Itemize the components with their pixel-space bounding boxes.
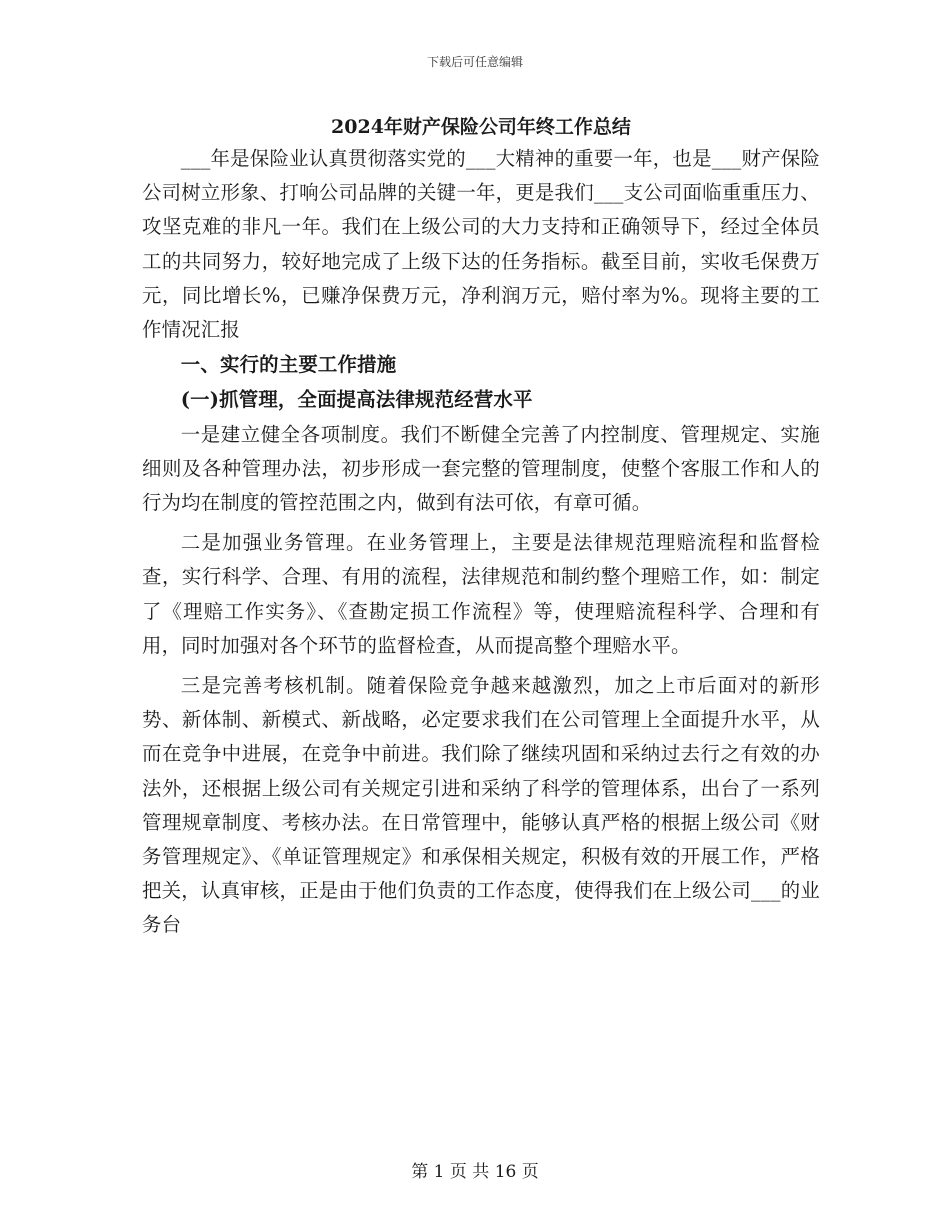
subsection-heading: (一)抓管理，全面提高法律规范经营水平 — [180, 388, 533, 412]
body-paragraph-1: 一是建立健全各项制度。我们不断健全完善了内控制度、管理规定、实施细则及各种管理办法，初步形成一套完整的管理制度，使整个客服工作和人的行为均在制度的管控范围之内，做到有法可依，有章可循。 — [142, 422, 820, 515]
body-paragraph-3: 三是完善考核机制。随着保险竞争越来越激烈，加之上市后面对的新形势、新体制、新模式、新战略，必定要求我们在公司管理上全面提升水平，从而在竞争中进展，在竞争中前进。我们除了继续巩固和采纳过去行之有效的办法外，还根据上级公司有关规定引进和采纳了科学的管理体系，出台了一系列管理规章制度、考核办法。在日常管理中，能够认真严格的根据上级公司《财务管理规定》、《单证管理规定》和承保相关规定，积极有效的开展工作，严格把关，认真审核，正是由于他们负责的工作态度，使得我们在上级公司___的业务台 — [142, 674, 820, 937]
section-heading: 一、实行的主要工作措施 — [180, 353, 397, 377]
document-body — [142, 112, 820, 943]
header-note: 下载后可任意编辑 — [426, 55, 523, 69]
intro-paragraph: ___年是保险业认真贯彻落实党的___大精神的重要一年，也是___财产保险公司树立形象、打响公司品牌的关键一年，更是我们___支公司面临重重压力、攻坚克难的非凡一年。我们在上级公司的大力支持和正确领导下，经过全体员工的共同努力，较好地完成了上级下达的任务指标。截至目前，实收毛保费万元，同比增长%，已赚净保费万元，净利润万元，赔付率为%。现将主要的工作情况汇报 — [142, 147, 820, 342]
body-paragraph-2: 二是加强业务管理。在业务管理上，主要是法律规范理赔流程和监督检查，实行科学、合理、有用的流程，法律规范和制约整个理赔工作，如：制定了《理赔工作实务》、《查勘定损工作流程》等，使理赔流程科学、合理和有用，同时加强对各个环节的监督检查，从而提高整个理赔水平。 — [142, 531, 820, 657]
document-title: 2024年财产保险公司年终工作总结 — [331, 116, 631, 138]
page-footer: 第 1 页 共 16 页 — [411, 1162, 539, 1182]
